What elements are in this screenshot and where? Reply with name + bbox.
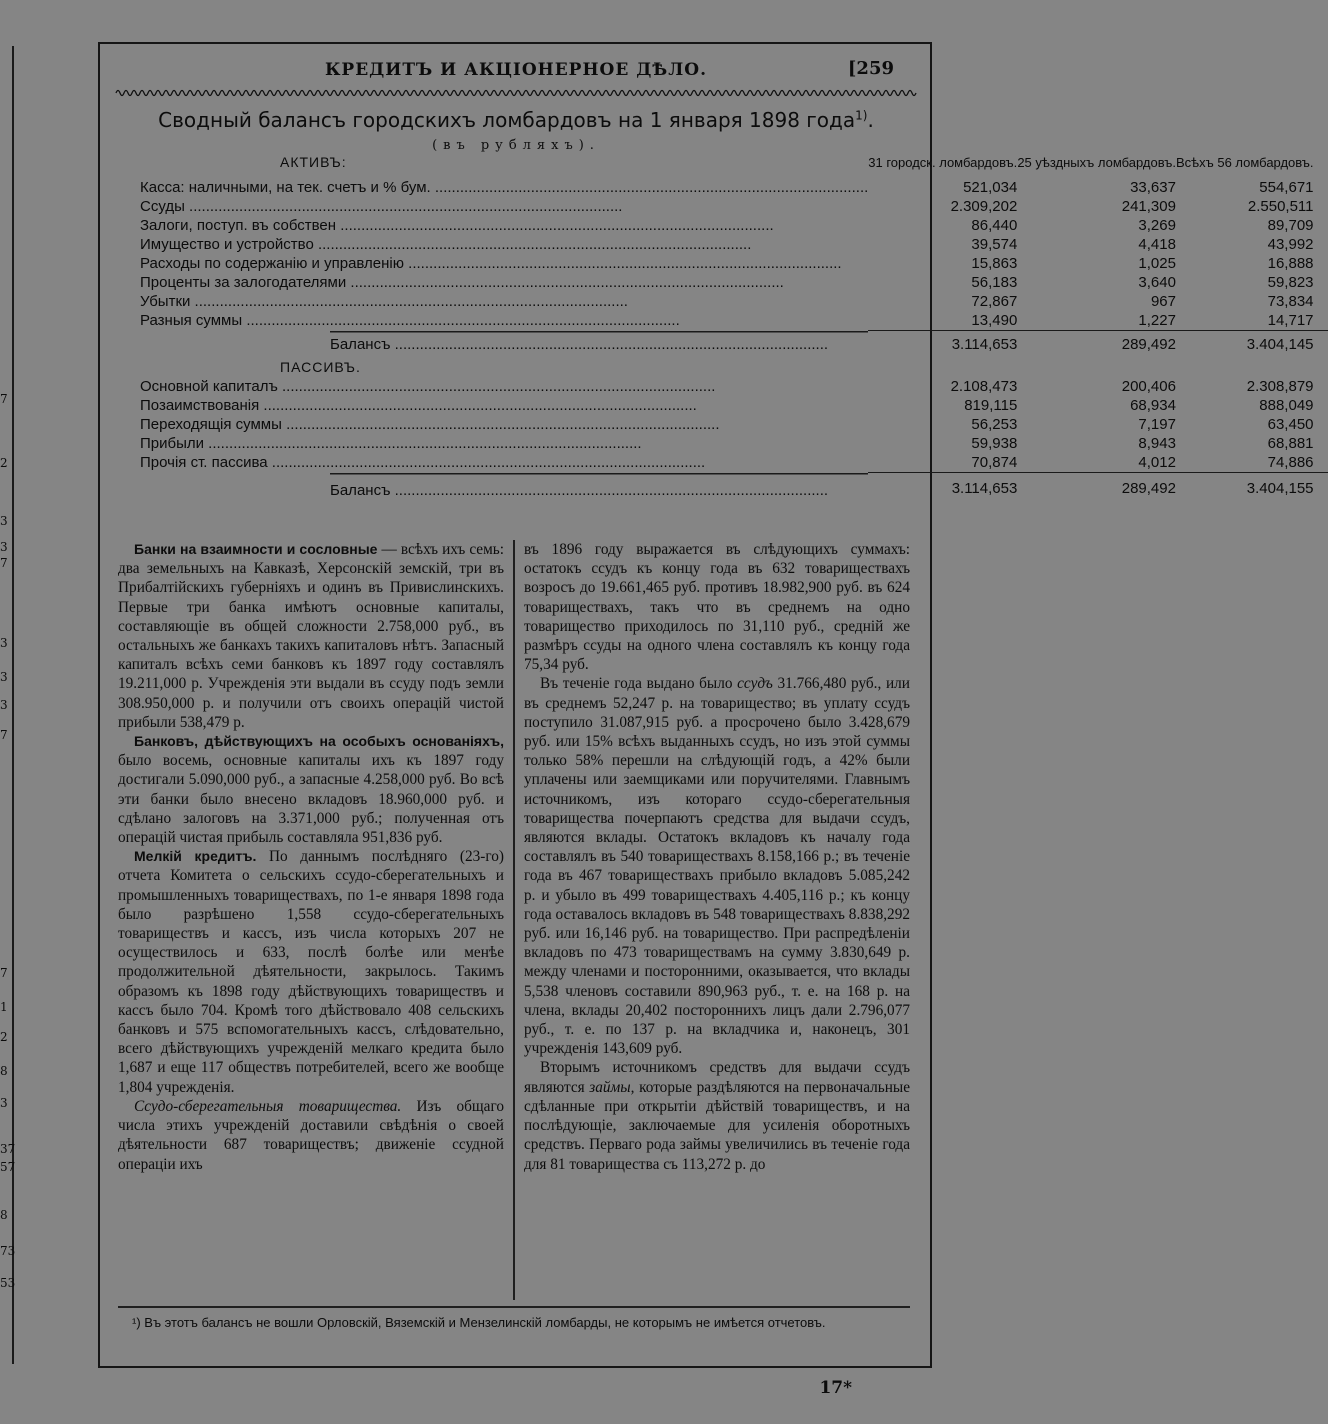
table-row xyxy=(140,434,1328,453)
paragraph-text: которые раздѣляются на первоначальные сдѣланные при открытіи дѣйствій товариществъ, и на послѣдующіе, заключаемые для усиленія оборотныхъ средствъ. Перваго рода займы увеличились въ теченіе года для 81 товарищества съ 113,272 р. до xyxy=(524,1078,910,1173)
row-label xyxy=(140,396,868,415)
paragraph xyxy=(118,540,504,732)
margin-fragment: 2 xyxy=(0,1030,8,1044)
paragraph-text: было восемь, основные капиталы ихъ къ 1897 году достигали 5.090,000 руб., а запасные 4.258,000 руб. Во всѣ эти банки было внесено вкладовъ 18.960,000 руб. и сдѣлано залоговъ на 3.371,000 руб.; полученная отъ операцій чистая прибыль составляла 951,836 руб. xyxy=(118,752,504,847)
row-value: 3,269 xyxy=(1138,217,1176,234)
row-value: 7,197 xyxy=(1138,416,1176,433)
table-row xyxy=(140,377,1328,396)
signature-mark: 17* xyxy=(819,1378,852,1398)
paragraph-text: Вторымъ источникомъ средствъ для выдачи ссудъ являются xyxy=(524,1059,910,1096)
row-value: 33,637 xyxy=(1130,179,1176,196)
row-value: 3,640 xyxy=(1138,274,1176,291)
row-label xyxy=(140,453,868,473)
column-divider xyxy=(513,540,515,1300)
row-value: 86,440 xyxy=(971,217,1018,234)
row-value: 1,025 xyxy=(1138,255,1176,272)
italic-term: Ссудо-сберегательныя товарищества. xyxy=(134,1097,402,1115)
footnote: ¹) Въ этотъ балансъ не вошли Орловскій, Вяземскій и Мензелинскій ломбарды, не которымъ не имѣется отчетовъ. xyxy=(132,1315,826,1330)
row-label-text: Позаимствованія ..... xyxy=(140,396,868,415)
table-title: Сводный балансъ городскихъ ломбардовъ на 1 января 1898 года$^{1)}$. xyxy=(158,108,874,132)
margin-fragment: 37 xyxy=(0,1142,16,1156)
paragraph xyxy=(524,540,910,674)
row-value: 89,709 xyxy=(1267,217,1314,234)
row-label xyxy=(140,178,868,197)
row-value: 8,943 xyxy=(1138,435,1176,452)
margin-fragment: 7 xyxy=(0,392,8,406)
table-row xyxy=(140,216,1328,235)
column-header: 25 уѣздныхъ ломбардовъ. xyxy=(1017,155,1176,170)
row-label-text: Балансъ ..... xyxy=(330,335,868,354)
row-value: 56,183 xyxy=(971,274,1018,291)
row-value: 73,834 xyxy=(1267,293,1314,310)
row-value: 4,418 xyxy=(1138,236,1176,253)
margin-fragment: 1 xyxy=(0,1000,8,1014)
row-label-text: Разныя суммы ..... xyxy=(140,311,868,330)
table-row xyxy=(140,453,1328,473)
page-number: [259 xyxy=(847,58,894,79)
margin-fragment: 3 xyxy=(0,670,8,684)
row-label-text: Касса: наличными, на тек. счетъ и % бум. ..... xyxy=(140,178,868,197)
paragraph xyxy=(524,1058,910,1173)
row-label-text: Переходящія суммы ..... xyxy=(140,415,868,434)
margin-fragment: 57 xyxy=(0,1160,16,1174)
row-value: 56,253 xyxy=(971,416,1018,433)
column-header: Всѣхъ 56 ломбардовъ. xyxy=(1175,155,1314,170)
row-label-text: Расходы по содержанію и управленію ..... xyxy=(140,254,868,273)
paragraph-heading: Банковъ, дѣйствующихъ на особыхъ основаніяхъ, xyxy=(134,733,504,750)
table-title-text: Сводный балансъ городскихъ ломбардовъ на 1 января 1898 года xyxy=(158,108,856,132)
left-text-column xyxy=(118,540,504,1174)
row-value: 15,863 xyxy=(971,255,1018,272)
paragraph-text: Изъ общаго числа этихъ учрежденій доставили свѣдѣнія о своей дѣятельности 687 товариществъ; движеніе ссудной операціи ихъ xyxy=(118,1097,504,1173)
row-value: 3.114,653 xyxy=(868,331,1017,359)
margin-fragment: 7 xyxy=(0,966,8,980)
table-row xyxy=(140,235,1328,254)
row-value: 819,115 xyxy=(964,397,1018,414)
row-value: 3.404,155 xyxy=(1176,473,1328,504)
row-value: 241,309 xyxy=(1121,198,1176,215)
row-label xyxy=(140,254,868,273)
table-row xyxy=(140,396,1328,415)
paragraph xyxy=(524,674,910,1058)
row-value: 4,012 xyxy=(1138,454,1176,471)
italic-term: ссудъ xyxy=(737,675,773,693)
header-title: КРЕДИТЪ И АКЦІОНЕРНОЕ ДѢЛО. xyxy=(324,60,708,80)
row-value: 14,717 xyxy=(1267,312,1314,329)
row-value: 13,490 xyxy=(971,312,1018,329)
row-label-text: Ссуды ..... xyxy=(140,197,868,216)
row-value: 967 xyxy=(1150,293,1176,310)
margin-fragment: 8 xyxy=(0,1208,8,1222)
row-label-text: Прибыли ..... xyxy=(140,434,868,453)
row-label xyxy=(140,216,868,235)
margin-fragment: 3 xyxy=(0,514,8,528)
passive-section-label: ПАССИВЪ. xyxy=(280,359,361,375)
margin-fragment: 3 xyxy=(0,698,8,712)
margin-fragment: 7 xyxy=(0,556,8,570)
balance-table xyxy=(140,153,1328,504)
row-value: 1,227 xyxy=(1138,312,1176,329)
row-value: 59,823 xyxy=(1267,274,1314,291)
row-label-text: Балансъ ..... xyxy=(330,477,868,500)
row-value: 289,492 xyxy=(1017,473,1176,504)
margin-fragment: 8 xyxy=(0,1064,8,1078)
row-value: 16,888 xyxy=(1267,255,1314,272)
total-row xyxy=(140,331,1328,359)
row-label-text: Имущество и устройство ..... xyxy=(140,235,868,254)
row-value: 2.550,511 xyxy=(1247,198,1314,215)
row-value: 2.309,202 xyxy=(950,198,1018,215)
row-label-text: Залоги, поступ. въ собствен ..... xyxy=(140,216,868,235)
row-label xyxy=(140,434,868,453)
row-label xyxy=(140,377,868,396)
row-value: 289,492 xyxy=(1017,331,1176,359)
table-row xyxy=(140,292,1328,311)
table-row xyxy=(140,178,1328,197)
row-label-text: Прочія ст. пассива ..... xyxy=(140,453,868,472)
row-value: 63,450 xyxy=(1267,416,1314,433)
paragraph-heading: Мелкій кредитъ. xyxy=(134,848,257,865)
row-label xyxy=(140,311,868,331)
paragraph-text: По даннымъ послѣдняго (23-го) отчета Комитета о сельскихъ ссудо-сберегательныхъ и промышленныхъ товариществахъ, по 1-е января 1898 года было разрѣшено 1,558 ссудо-сберегательныхъ товариществъ и кассъ, изъ числа которыхъ 207 не осуществилось и 633, послѣ болѣе или менѣе продолжительной дѣятельности, закрылось. Такимъ образомъ къ 1898 году дѣйствующихъ товариществъ и кассъ было 704. Кромѣ того дѣйствовало 408 сельскихъ банковъ и 575 вспомогательныхъ кассъ, слѣдовательно, всего дѣйствующихъ учрежденій мелкаго кредита было 1,687 и еще 117 обществъ потребителей, всего же вообще 1,804 учрежденія. xyxy=(118,848,504,1096)
row-value: 43,992 xyxy=(1267,236,1314,253)
table-row xyxy=(140,254,1328,273)
running-header xyxy=(110,52,922,88)
row-value: 3.404,145 xyxy=(1176,331,1328,359)
row-value: 3.114,653 xyxy=(868,473,1017,504)
paragraph xyxy=(118,847,504,1097)
paragraph-text: Въ теченіе года выдано было xyxy=(540,675,738,693)
row-value: 68,934 xyxy=(1130,397,1176,414)
row-value: 2.308,879 xyxy=(1246,378,1314,395)
paragraph-text: — всѣхъ ихъ семь: два земельныхъ на Кавказѣ, Херсонскій земскій, три въ Прибалтійскихъ губерніяхъ и одинъ въ Привислинскихъ. Первые три банка имѣютъ основные капиталы, составляющіе въ общей сложности 2.758,000 руб., въ остальныхъ же банкахъ такихъ капиталовъ нѣтъ. Запасный капиталъ всѣхъ семи банковъ къ 1897 году составлялъ 19.211,000 р. Учрежденія эти выдали въ ссуду подъ земли 308.950,000 р. и получили отъ своихъ операцій чистой прибыли 538,479 р. xyxy=(118,541,504,731)
table-row xyxy=(140,273,1328,292)
margin-fragment: 3 xyxy=(0,636,8,650)
row-value: 59,938 xyxy=(971,435,1018,452)
paragraph xyxy=(118,1097,504,1174)
right-text-column xyxy=(524,540,910,1174)
row-value: 68,881 xyxy=(1267,435,1314,452)
row-value: 74,886 xyxy=(1267,454,1314,471)
paragraph-heading: Банки на взаимности и сословные xyxy=(134,541,378,557)
total-row xyxy=(140,473,1328,504)
row-label xyxy=(140,273,868,292)
row-label xyxy=(140,197,868,216)
table-title-footnote-mark: 1) xyxy=(855,108,868,123)
wavy-divider xyxy=(116,88,916,98)
margin-fragment: 73 xyxy=(0,1244,16,1258)
row-value: 200,406 xyxy=(1121,378,1176,395)
column-header: 31 городск. ломбардовъ. xyxy=(868,155,1018,170)
paragraph-text: въ 1896 году выражается въ слѣдующихъ суммахъ: остатокъ ссудъ къ концу года въ 632 товариществахъ возросъ до 19.661,465 руб. противъ 18.982,900 руб. въ 624 товариществахъ, такъ что въ среднемъ на одно товарищество приходилось по 31,110 руб., средній же размѣръ ссуды на одного члена составлялъ къ концу года 75,34 руб. xyxy=(524,541,910,674)
row-label xyxy=(140,235,868,254)
paragraph xyxy=(118,732,504,847)
table-row xyxy=(140,415,1328,434)
page-content xyxy=(110,52,1314,504)
table-row xyxy=(140,311,1328,331)
row-value: 72,867 xyxy=(971,293,1018,310)
margin-fragment: 53 xyxy=(0,1276,16,1290)
wavy-divider-icon xyxy=(116,88,916,98)
margin-fragment: 3 xyxy=(0,540,8,554)
row-label xyxy=(140,473,868,504)
passive-section-row xyxy=(140,358,1328,377)
row-value: 888,049 xyxy=(1259,397,1314,414)
row-label-text: Убытки ..... xyxy=(140,292,868,311)
footnote-rule xyxy=(118,1306,910,1308)
row-label-text: Проценты за залогодателями ..... xyxy=(140,273,868,292)
row-label xyxy=(140,331,868,359)
row-label xyxy=(140,415,868,434)
margin-fragment: 7 xyxy=(0,728,8,742)
row-value: 70,874 xyxy=(971,454,1018,471)
row-label-text: Основной капиталъ ..... xyxy=(140,377,868,396)
paragraph-text: 31.766,480 руб., или въ среднемъ 52,247 р. на товарищество; въ уплату ссудъ поступило 31.087,915 руб. а просрочено было 3.428,679 руб. или 15% всѣхъ выданныхъ ссудъ, но изъ этой суммы только 58% перешли на слѣдующій годъ, а 42% были уплачены или заемщиками или поручителями. Главнымъ источникомъ, изъ котораго ссудо-сберегательныя товарищества почерпаютъ средства для выдачи ссудъ, являются вклады. Остатокъ вкладовъ къ началу года составлялъ въ 540 товариществахъ 8.158,166 р.; въ теченіе года въ 467 товариществахъ прибыло вкладовъ 5.085,242 р. и убыло въ 499 товариществахъ 4.405,116 р.; къ концу года оставалось вкладовъ въ 548 товариществахъ 8.838,292 руб. или 16,146 руб. на товарищество. При распредѣленіи вкладовъ по 473 товариществамъ на сумму 3.830,649 р. между членами и посторонними, оказывается, что вклады 5,538 членовъ составили 890,963 руб., т. е. на 168 р. на члена, вклады 20,402 постороннихъ лицъ дали 2.796,077 руб., т. е. по 137 р. на вкладчика и, наконецъ, 301 учрежденія 143,609 руб. xyxy=(524,675,910,1058)
italic-term: займы, xyxy=(589,1078,635,1096)
row-label xyxy=(140,292,868,311)
table-row xyxy=(140,197,1328,216)
margin-fragment: 3 xyxy=(0,1096,8,1110)
row-value: 554,671 xyxy=(1259,179,1314,196)
table-units: (въ рубляхъ). xyxy=(432,138,600,153)
row-value: 2.108,473 xyxy=(950,378,1018,395)
table-header-row xyxy=(140,153,1328,172)
active-section-label: АКТИВЪ: xyxy=(280,154,347,170)
row-value: 521,034 xyxy=(963,179,1018,196)
margin-fragment: 2 xyxy=(0,456,8,470)
row-value: 39,574 xyxy=(971,236,1018,253)
